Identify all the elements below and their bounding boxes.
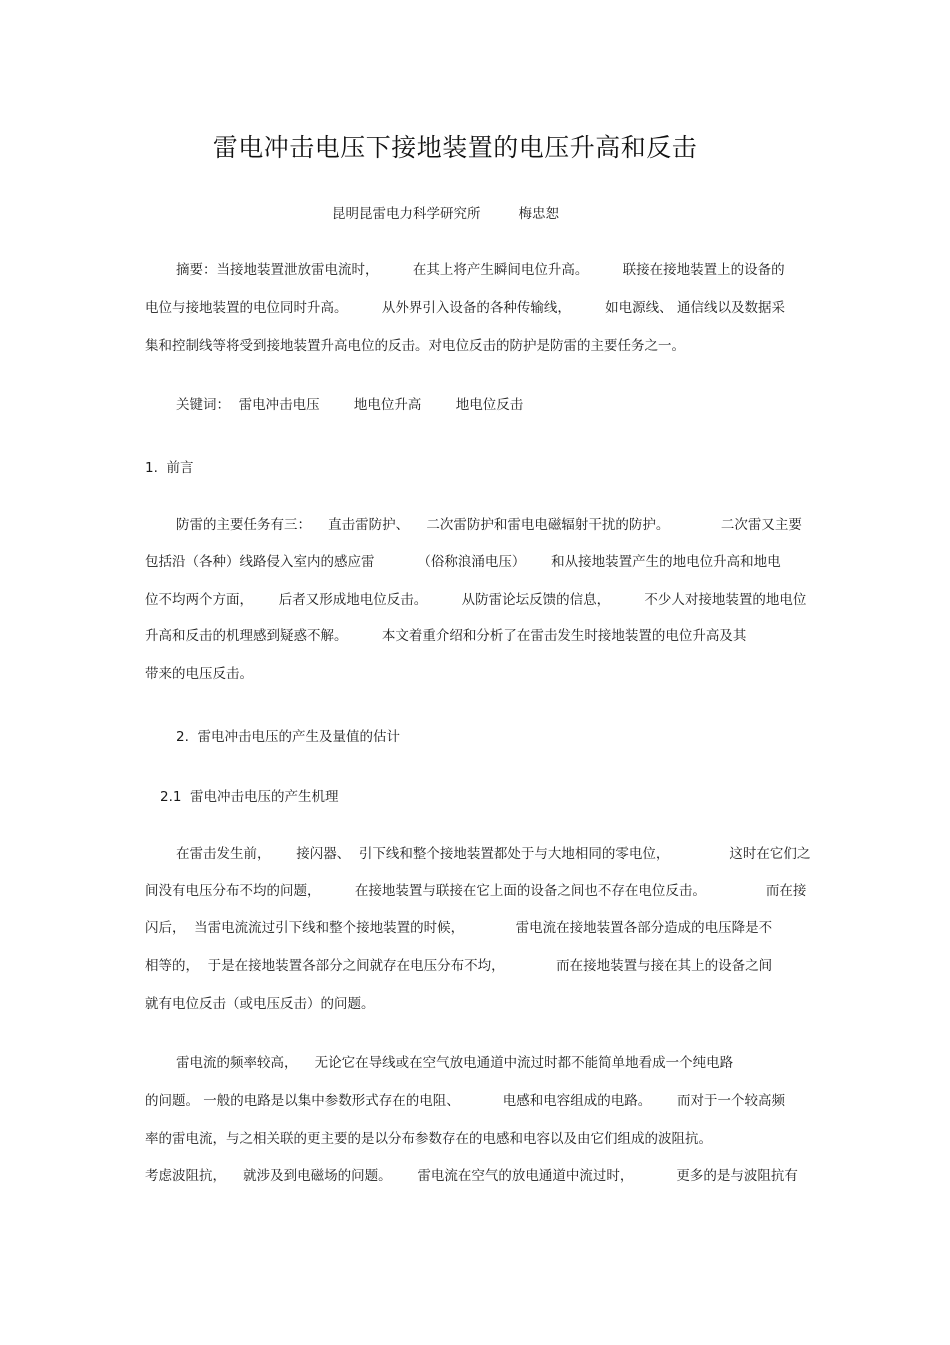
paragraph-line: 雷电流的频率较高， 无论它在导线或在空气放电通道中流过时都不能简单地看成一个纯电路	[176, 1055, 734, 1071]
paragraph-line: 考虑波阻抗， 就涉及到电磁场的问题。 雷电流在空气的放电通道中流过时， 更多的是与波阻抗有	[145, 1168, 798, 1184]
paragraph-line: 包括沿（各种）线路侵入室内的感应雷 （俗称浪涌电压） 和从接地装置产生的地电位升高和地电	[145, 554, 781, 570]
paragraph-line: 就有电位反击（或电压反击）的问题。	[145, 996, 375, 1012]
paragraph-line: 防雷的主要任务有三： 直击雷防护、 二次雷防护和雷电电磁辐射干扰的防护。 二次雷又主要	[176, 517, 802, 533]
paragraph-line: 升高和反击的机理感到疑惑不解。 本文着重介绍和分析了在雷击发生时接地装置的电位升高及其	[145, 628, 747, 644]
paragraph-line: 率的雷电流，与之相关联的更主要的是以分布参数存在的电感和电容以及由它们组成的波阻抗。	[145, 1131, 712, 1147]
document-title: 雷电冲击电压下接地装置的电压升高和反击	[212, 133, 698, 162]
section-heading: 1. 前言	[145, 460, 194, 476]
byline	[332, 202, 559, 222]
paragraph-line: 在雷击发生前， 接闪器、 引下线和整个接地装置都处于与大地相同的零电位， 这时在它们之	[176, 846, 811, 862]
paragraph-line: 位不均两个方面， 后者又形成地电位反击。 从防雷论坛反馈的信息， 不少人对接地装置的地电位	[145, 592, 807, 608]
paragraph-line: 的问题。 一般的电路是以集中参数形式存在的电阻、 电感和电容组成的电路。 而对于一个较高频	[145, 1093, 785, 1109]
paragraph-line: 相等的， 于是在接地装置各部分之间就存在电压分布不均， 而在接地装置与接在其上的设备之间	[145, 958, 773, 974]
paragraph-line: 闪后， 当雷电流流过引下线和整个接地装置的时候， 雷电流在接地装置各部分造成的电压降是不	[145, 920, 773, 936]
section-heading: 2. 雷电冲击电压的产生及量值的估计	[176, 729, 400, 745]
abstract-line: 电位与接地装置的电位同时升高。 从外界引入设备的各种传输线， 如电源线、 通信线以及数据采	[145, 300, 785, 316]
subsection-heading: 2.1 雷电冲击电压的产生机理	[160, 789, 339, 805]
paragraph-line: 间没有电压分布不均的问题， 在接地装置与联接在它上面的设备之间也不存在电位反击。 而在接	[145, 883, 807, 899]
keywords: 关键词： 雷电冲击电压 地电位升高 地电位反击	[176, 397, 524, 413]
paragraph-line: 带来的电压反击。	[145, 666, 253, 682]
author-name: 梅忠恕	[518, 206, 559, 222]
abstract-line: 集和控制线等将受到接地装置升高电位的反击。对电位反击的防护是防雷的主要任务之一。	[145, 338, 685, 354]
abstract-line: 摘要：当接地装置泄放雷电流时， 在其上将产生瞬间电位升高。 联接在接地装置上的设备的	[176, 262, 785, 278]
affiliation: 昆明昆雷电力科学研究所	[332, 206, 481, 222]
